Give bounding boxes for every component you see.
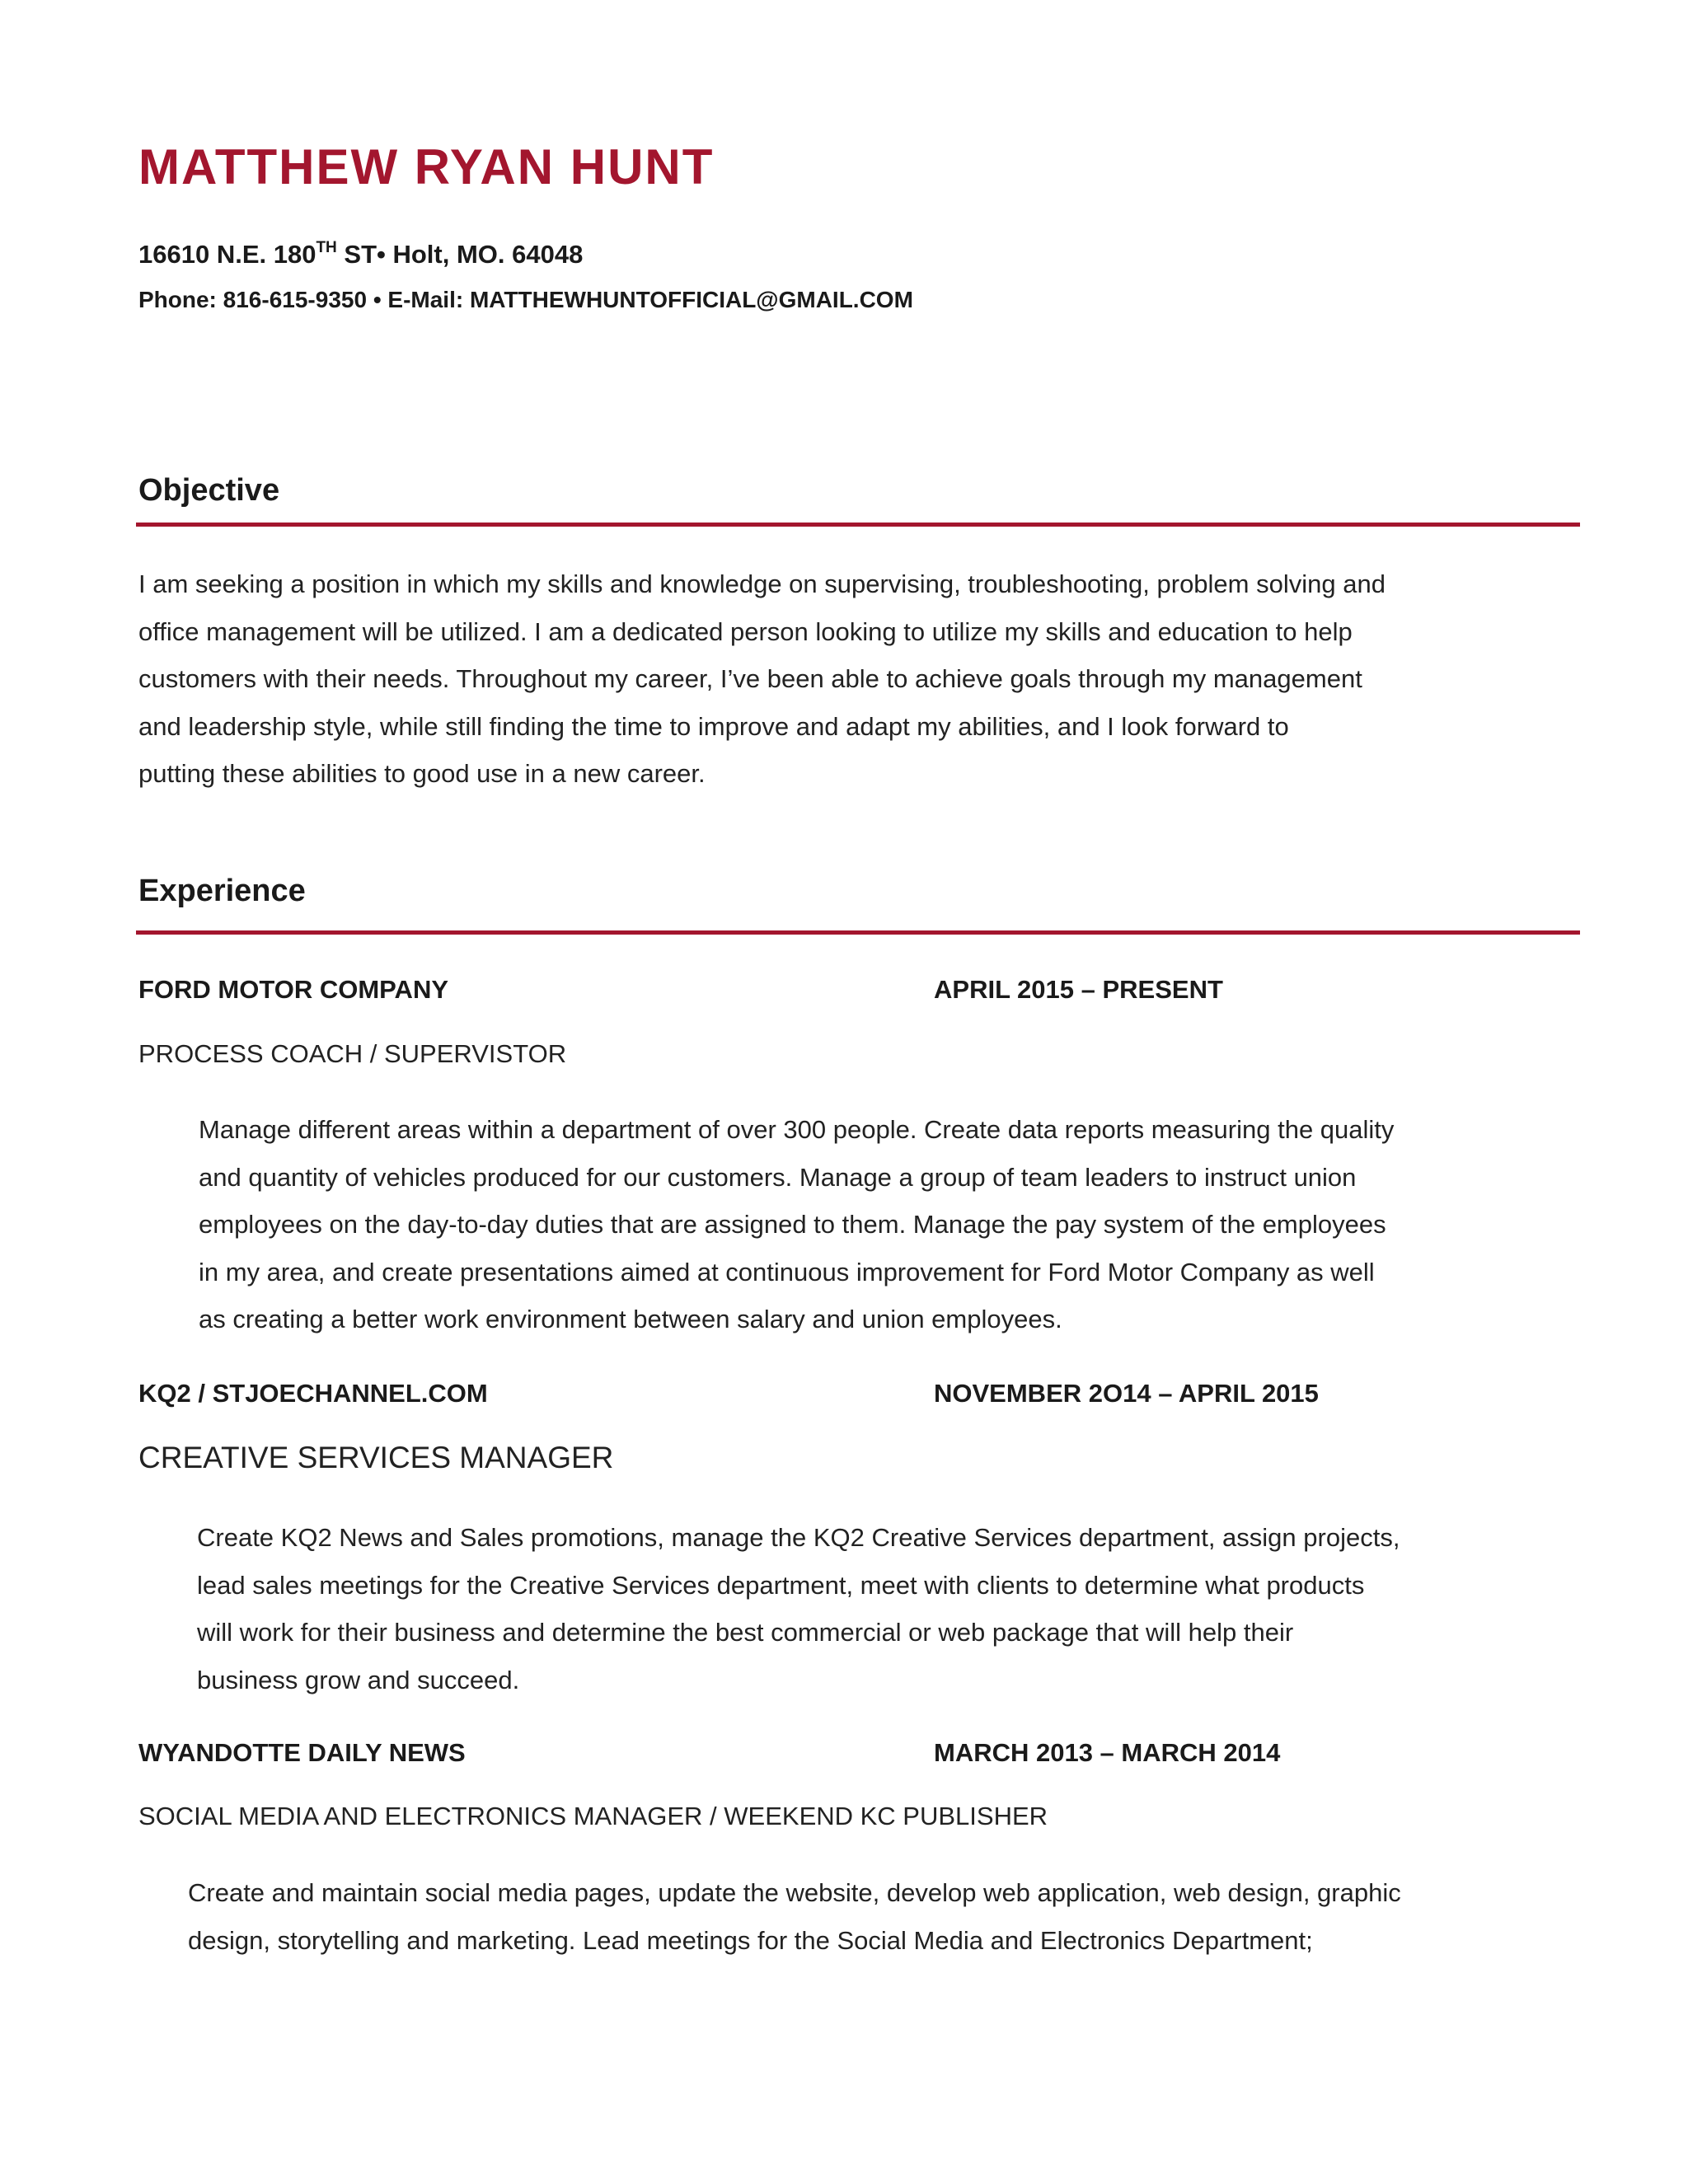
- job-role: SOCIAL MEDIA AND ELECTRONICS MANAGER / WEEKEND KC PUBLISHER: [138, 1802, 1048, 1830]
- job-description: [197, 1514, 1400, 1704]
- job-dates: NOVEMBER 2O14 – APRIL 2015: [934, 1379, 1319, 1408]
- job-description-line: will work for their business and determine the best commercial or web package that will help their: [197, 1618, 1294, 1647]
- objective-line: office management will be utilized. I am a dedicated person looking to utilize my skills and education to help: [138, 616, 1353, 646]
- job-description: [199, 1106, 1394, 1343]
- job-description-line: in my area, and create presentations aimed at continuous improvement for Ford Motor Company as well: [199, 1257, 1375, 1286]
- objective-divider: [136, 523, 1580, 527]
- contact-line: Phone: 816-615-9350 • E-Mail: MATTHEWHUNTOFFICIAL@GMAIL.COM: [138, 287, 913, 312]
- job-description-line: as creating a better work environment between salary and union employees.: [199, 1305, 1062, 1333]
- job-description-line: lead sales meetings for the Creative Services department, meet with clients to determine what products: [197, 1570, 1365, 1600]
- objective-line: I am seeking a position in which my skills and knowledge on supervising, troubleshooting, problem solving and: [138, 569, 1386, 598]
- job-company: WYANDOTTE DAILY NEWS: [138, 1738, 466, 1767]
- objective-heading: Objective: [138, 473, 280, 508]
- objective-line: customers with their needs. Throughout my career, I’ve been able to achieve goals through my management: [138, 664, 1362, 693]
- job-description-line: Create KQ2 News and Sales promotions, manage the KQ2 Creative Services department, assign projects,: [197, 1523, 1400, 1552]
- address-street: 16610 N.E. 180: [138, 240, 316, 269]
- address-line: [138, 239, 583, 269]
- experience-heading: Experience: [138, 874, 306, 908]
- job-description-line: Manage different areas within a department of over 300 people. Create data reports measuring the quality: [199, 1115, 1395, 1144]
- job-description-line: Create and maintain social media pages, update the website, develop web application, web design, graphic: [188, 1878, 1401, 1907]
- objective-line: and leadership style, while still finding the time to improve and adapt my abilities, and I look forward to: [138, 711, 1289, 741]
- job-dates: MARCH 2013 – MARCH 2014: [934, 1738, 1281, 1767]
- address-city: ST• Holt, MO. 64048: [336, 240, 584, 269]
- job-description-line: and quantity of vehicles produced for our customers. Manage a group of team leaders to instruct union: [199, 1162, 1357, 1192]
- job-role: CREATIVE SERVICES MANAGER: [138, 1441, 614, 1474]
- address-superscript: TH: [316, 239, 337, 256]
- job-company: KQ2 / STJOECHANNEL.COM: [138, 1379, 488, 1408]
- objective-text: [138, 560, 1386, 798]
- objective-line: putting these abilities to good use in a new career.: [138, 759, 706, 788]
- job-dates: APRIL 2015 – PRESENT: [934, 975, 1223, 1004]
- job-description: [188, 1869, 1401, 1964]
- job-role: PROCESS COACH / SUPERVISTOR: [138, 1039, 567, 1068]
- job-description-line: business grow and succeed.: [197, 1665, 520, 1694]
- job-description-line: employees on the day-to-day duties that are assigned to them. Manage the pay system of the employees: [199, 1210, 1386, 1239]
- job-company: FORD MOTOR COMPANY: [138, 975, 449, 1004]
- candidate-name: MATTHEW RYAN HUNT: [138, 139, 715, 194]
- job-description-line: design, storytelling and marketing. Lead meetings for the Social Media and Electronics Department;: [188, 1925, 1313, 1955]
- experience-divider: [136, 930, 1580, 935]
